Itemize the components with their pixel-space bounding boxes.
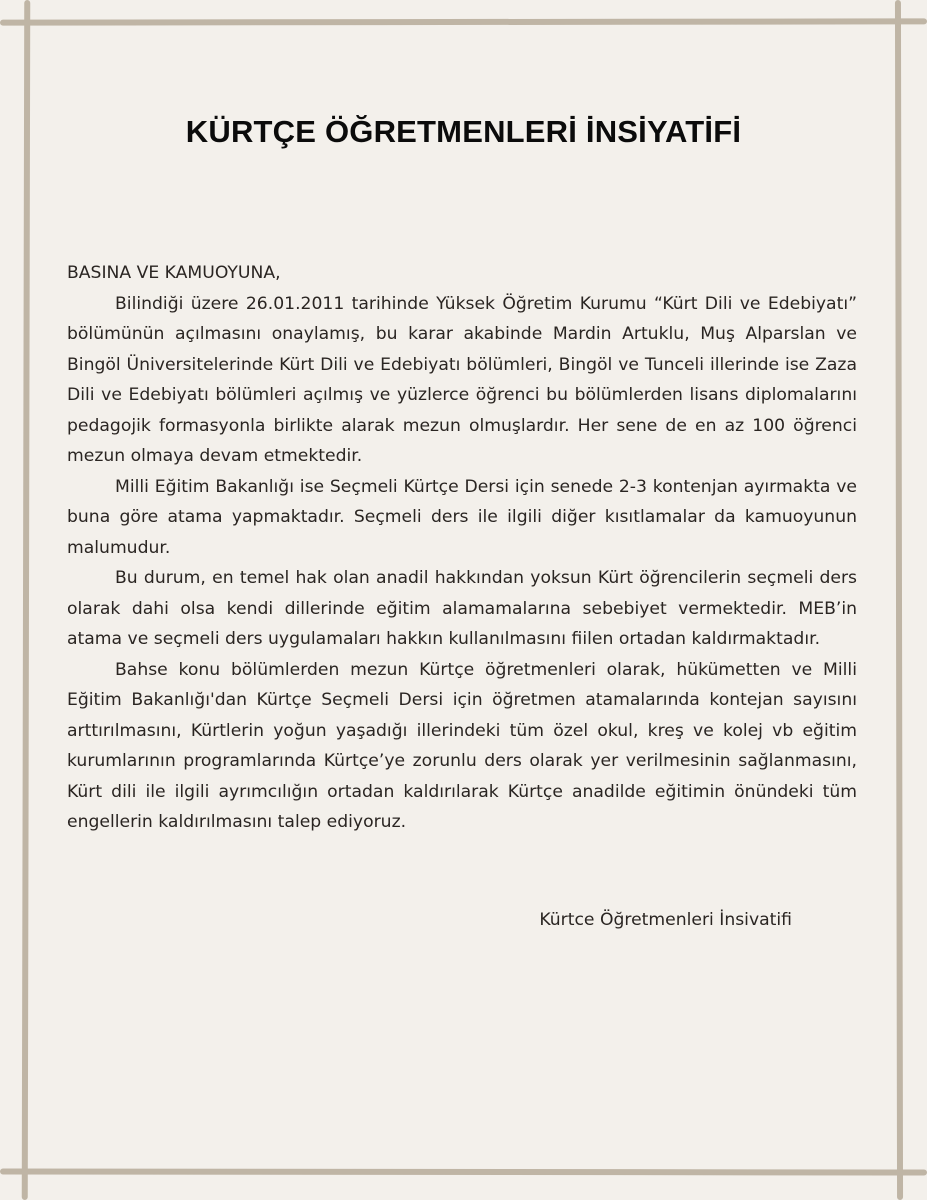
paragraph-4: Bahse konu bölümlerden mezun Kürtçe öğretmenleri olarak, hükümetten ve Milli Eğitim Bakanlığı'dan Kürtçe Seçmeli Dersi için öğretmen atamalarında kontejan sayısını arttırılmasını, Kürtlerin yoğun yaşadığı illerindeki tüm özel okul, kreş ve kolej vb eğitim kurumlarının programlarında Kürtçe’ye zorunlu ders olarak yer verilmesinin sağlanmasını, Kürt dili ile ilgili ayrımcılığın ortadan kaldırılarak Kürtçe anadilde eğitimin önündeki tüm engellerin kaldırılmasını talep ediyoruz. <box>67 659 857 832</box>
frame-bottom-line <box>0 1169 927 1176</box>
paragraph-1: Bilindiği üzere 26.01.2011 tarihinde Yüksek Öğretim Kurumu “Kürt Dili ve Edebiyatı” bölümünün açılmasını onaylamış, bu karar akabinde Mardin Artuklu, Muş Alparslan ve Bingöl Üniversitelerinde Kürt Dili ve Edebiyatı bölümleri, Bingöl ve Tunceli illerinde ise Zaza Dili ve Edebiyatı bölümleri açılmış ve yüzlerce öğrenci bu bölümlerden lisans diplomalarını pedagojik formasyonla birlikte alarak mezun olmuşlardır. Her sene de en az 100 öğrenci mezun olmaya devam etmektedir. <box>67 293 857 466</box>
paragraph-3: Bu durum, en temel hak olan anadil hakkından yoksun Kürt öğrencilerin seçmeli ders olarak dahi olsa kendi dillerinde eğitim alamamalarına sebebiyet vermektedir. MEB’in atama ve seçmeli ders uygulamaları hakkın kullanılmasını fiilen ortadan kaldırmaktadır. <box>67 568 857 649</box>
frame-right-line <box>895 0 903 1200</box>
salutation: BASINA VE KAMUOYUNA, <box>67 263 281 283</box>
document-title: KÜRTÇE ÖĞRETMENLERİ İNSİYATİFİ <box>185 114 742 149</box>
paragraph-2: Milli Eğitim Bakanlığı ise Seçmeli Kürtçe Dersi için senede 2-3 kontenjan ayırmakta ve buna göre atama yapmaktadır. Seçmeli ders ile ilgili diğer kısıtlamalar da kamuoyunun malumudur. <box>67 476 857 558</box>
letter-body <box>67 258 857 838</box>
signature: Kürtce Öğretmenleri İnsivatifi <box>539 910 792 930</box>
frame-top-line <box>0 18 927 25</box>
frame-left-line <box>22 0 31 1200</box>
